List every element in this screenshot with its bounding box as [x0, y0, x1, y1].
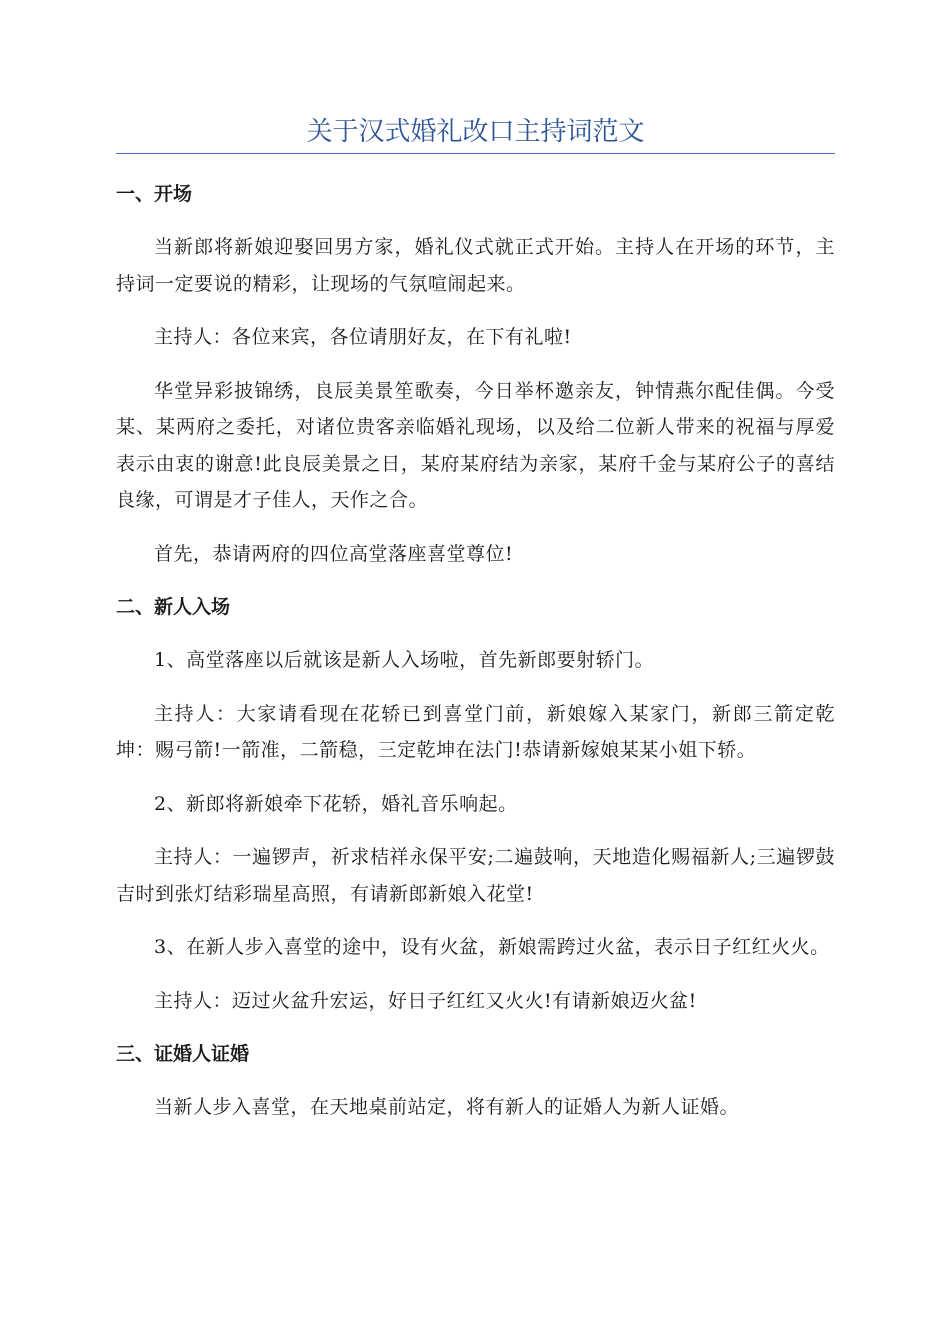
section-heading-witness: 三、证婚人证婚 — [116, 1043, 250, 1065]
document-body — [116, 176, 835, 1143]
paragraph: 华堂异彩披锦绣，良辰美景笙歌奏，今日举杯邀亲友，钟情燕尔配佳偶。今受某、某两府之委托，对诸位贵客亲临婚礼现场，以及给二位新人带来的祝福与厚爱表示由衷的谢意!此良辰美景之日，某府某府结为亲家，某府千金与某府公子的喜结良缘，可谓是才子佳人，天作之合。 — [116, 379, 835, 511]
paragraph: 1、高堂落座以后就该是新人入场啦，首先新郎要射轿门。 — [154, 649, 655, 671]
paragraph: 主持人：一遍锣声，祈求桔祥永保平安;二遍鼓响，天地造化赐福新人;三遍锣鼓吉时到张灯结彩瑞星高照，有请新郎新娘入花堂! — [116, 846, 835, 905]
paragraph: 当新郎将新娘迎娶回男方家，婚礼仪式就正式开始。主持人在开场的环节，主持词一定要说的精彩，让现场的气氛喧闹起来。 — [116, 236, 835, 295]
title-underline — [116, 153, 835, 154]
paragraph: 首先，恭请两府的四位高堂落座喜堂尊位! — [154, 542, 514, 565]
document-title: 关于汉式婚礼改口主持词范文 — [306, 117, 645, 147]
paragraph: 当新人步入喜堂，在天地桌前站定，将有新人的证婚人为新人证婚。 — [154, 1096, 740, 1118]
paragraph: 主持人：各位来宾，各位请朋好友，在下有礼啦! — [154, 326, 572, 348]
section-heading-entrance: 二、新人入场 — [116, 596, 231, 618]
paragraph: 主持人：大家请看现在花轿已到喜堂门前，新娘嫁入某家门，新郎三箭定乾坤：赐弓箭!一箭准，二箭稳，三定乾坤在法门!恭请新嫁娘某某小姐下轿。 — [116, 702, 835, 761]
paragraph: 2、新郎将新娘牵下花轿，婚礼音乐响起。 — [154, 792, 518, 815]
section-heading-opening: 一、开场 — [116, 183, 193, 205]
paragraph: 主持人：迈过火盆升宏运，好日子红红又火火!有请新娘迈火盆! — [154, 989, 697, 1012]
paragraph: 3、在新人步入喜堂的途中，设有火盆，新娘需跨过火盆，表示日子红红火火。 — [154, 936, 830, 958]
